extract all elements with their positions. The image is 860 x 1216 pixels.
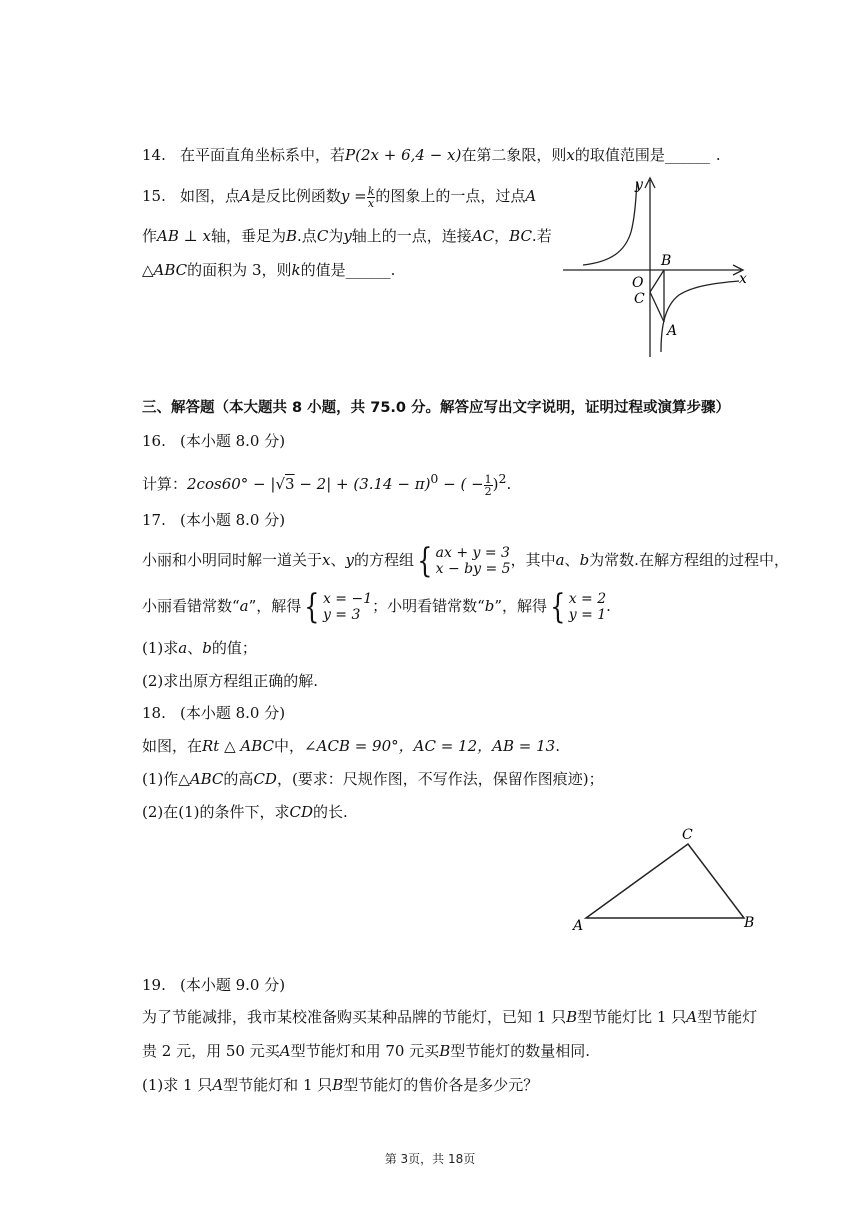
- math-var: B: [332, 1076, 344, 1094]
- text: 为了节能减排，我市某校准备购买某种品牌的节能灯，已知 1 只: [142, 1008, 567, 1026]
- math-var: CD: [289, 803, 314, 821]
- text: (1)求: [142, 639, 179, 657]
- brace: {: [304, 587, 320, 627]
- math-var: a: [178, 639, 188, 657]
- math-var: B: [566, 1008, 578, 1026]
- hyperbola-branch-lower: [661, 281, 739, 352]
- numerator: k: [367, 184, 375, 198]
- math-expr: − 2| + (3.14 − π): [294, 475, 431, 493]
- math-var: A: [686, 1008, 698, 1026]
- math-var: y: [343, 227, 352, 245]
- text: 的值；: [211, 639, 257, 657]
- math-expr: ∠ACB = 90°，AC = 12，AB = 13: [304, 737, 556, 755]
- sqrt-sign: √: [275, 475, 285, 493]
- text: 的面积为 3，则: [187, 261, 292, 279]
- text: .: [390, 261, 396, 279]
- score: (本小题 8.0 分): [180, 432, 286, 450]
- score: (本小题 9.0 分): [180, 976, 286, 994]
- math-var: ABC: [153, 261, 188, 279]
- question-18-header: [142, 702, 762, 724]
- text: 的取值范围是: [574, 146, 665, 164]
- hyperbola-branch-upper: [583, 182, 637, 265]
- text: 型节能灯和 1 只: [223, 1076, 333, 1094]
- math-var: x: [566, 146, 575, 164]
- math-var: CD: [253, 770, 277, 788]
- text: 如图，点: [180, 187, 241, 205]
- text: (1)作△: [142, 770, 190, 788]
- math-var: A: [212, 1076, 224, 1094]
- page-footer: 第 3页，共 18页: [384, 1152, 476, 1166]
- question-number: 17.: [142, 511, 166, 529]
- text: 计算：: [142, 475, 188, 493]
- text: 、: [187, 639, 203, 657]
- question-14: [142, 144, 762, 166]
- solution-x: x = −1: [322, 591, 373, 607]
- label-B: B: [661, 253, 672, 269]
- text: ”，解得: [494, 597, 548, 615]
- math-var: b: [579, 551, 590, 569]
- question-number: 15.: [142, 187, 166, 205]
- math-var: b: [202, 639, 212, 657]
- math-var: y: [345, 551, 354, 569]
- text: 是反比例函数: [250, 187, 341, 205]
- question-19-part-1: [142, 1074, 762, 1096]
- math-var: C: [316, 227, 329, 245]
- question-18-part-1: [142, 768, 762, 790]
- sqrt-value: 3: [285, 475, 295, 493]
- question-16-body: [142, 468, 762, 497]
- math-var: B: [439, 1042, 451, 1060]
- math-var: a: [555, 551, 565, 569]
- text: .: [555, 737, 560, 755]
- brace: {: [550, 587, 566, 627]
- math-var: B: [286, 227, 298, 245]
- math-expr: 2cos60° − |: [187, 475, 276, 493]
- text: .: [606, 597, 611, 615]
- solution-y: y = 3: [322, 607, 361, 623]
- label-A: A: [667, 323, 678, 339]
- math-var: b: [484, 597, 495, 615]
- text: ，: [494, 227, 510, 245]
- question-16-header: [142, 430, 762, 452]
- text: ”，解得: [248, 597, 302, 615]
- math-expr: Rt △ ABC: [202, 737, 275, 755]
- text: (1)求 1 只: [142, 1076, 213, 1094]
- solution-x: x = 2: [568, 591, 607, 607]
- text: 的图象上的一点，过点: [375, 187, 526, 205]
- answer-blank: ______: [345, 261, 391, 279]
- math-var: A: [240, 187, 251, 205]
- question-number: 19.: [142, 976, 166, 994]
- math-var: a: [239, 597, 249, 615]
- question-17-part-1: [142, 637, 762, 659]
- text: 型节能灯的数量相同.: [450, 1042, 590, 1060]
- score: (本小题 8.0 分): [180, 511, 286, 529]
- text: 小丽和小明同时解一道关于: [142, 551, 323, 569]
- text: 轴，垂足为: [210, 227, 286, 245]
- segment-AC: [650, 292, 664, 322]
- score: (本小题 8.0 分): [180, 704, 286, 722]
- question-number: 16.: [142, 432, 166, 450]
- math-var: ABC: [189, 770, 224, 788]
- solution-2: [547, 587, 607, 627]
- text: 型节能灯比 1 只: [577, 1008, 687, 1026]
- text: △: [142, 261, 154, 279]
- segment-BC: [650, 270, 664, 292]
- text: .: [715, 146, 721, 164]
- triangle-figure: [566, 820, 766, 940]
- text: 在第二象限，则: [461, 146, 567, 164]
- question-18-line-1: [142, 735, 762, 757]
- math-expr: − ( −: [438, 475, 484, 493]
- question-17-line-2: [142, 586, 762, 626]
- question-17-part-2: (2)求出原方程组正确的解.: [142, 672, 319, 690]
- math-var: k: [291, 261, 301, 279]
- text: 轴上的一点，连接: [351, 227, 472, 245]
- equation-2: x − by = 5: [435, 561, 511, 577]
- label-C: C: [634, 291, 645, 307]
- hyperbola-figure: [555, 172, 755, 362]
- math-expr: y =: [340, 187, 367, 205]
- text: 的值是: [300, 261, 346, 279]
- text: 型节能灯和用 70 元买: [290, 1042, 440, 1060]
- solution-y: y = 1: [568, 607, 607, 623]
- label-B: B: [744, 915, 755, 931]
- fraction: [484, 474, 493, 497]
- equation-1: ax + y = 3: [435, 545, 510, 561]
- text: 型节能灯: [697, 1008, 758, 1026]
- text: 如图，在: [142, 737, 203, 755]
- text: 、: [564, 551, 580, 569]
- text: 、: [330, 551, 346, 569]
- label-C: C: [682, 827, 693, 843]
- text: ，其中: [510, 551, 556, 569]
- label-O: O: [632, 275, 644, 291]
- text: 的方程组: [353, 551, 414, 569]
- math-var: x: [322, 551, 331, 569]
- text: 小丽看错常数“: [142, 597, 240, 615]
- math-var: AC: [471, 227, 495, 245]
- text: 的长.: [313, 803, 348, 821]
- question-number: 14.: [142, 146, 166, 164]
- question-number: 18.: [142, 704, 166, 722]
- text: .若: [531, 227, 552, 245]
- math-var: A: [279, 1042, 291, 1060]
- question-19-line-1: [142, 1006, 762, 1028]
- label-y: y: [635, 177, 643, 193]
- math-expr: P(2x + 6,4 − x): [345, 146, 462, 164]
- exponent: 0: [430, 471, 439, 486]
- denominator: x: [367, 196, 375, 210]
- text: .: [506, 475, 512, 493]
- question-19-line-2: [142, 1040, 762, 1062]
- math-expr: AB ⊥ x: [157, 227, 211, 245]
- denominator: 2: [484, 484, 492, 498]
- text: ，(要求：尺规作图，不写作法，保留作图痕迹)；: [276, 770, 604, 788]
- text: 的高: [223, 770, 254, 788]
- exponent: 2: [498, 471, 507, 486]
- brace: {: [417, 541, 433, 581]
- text: 作: [142, 227, 158, 245]
- label-x: x: [739, 271, 747, 287]
- question-19-header: [142, 974, 762, 996]
- text: 型节能灯的售价各是多少元？: [343, 1076, 539, 1094]
- text: 在平面直角坐标系中，若: [180, 146, 346, 164]
- numerator: 1: [484, 472, 492, 486]
- text: 贵 2 元，用 50 元买: [142, 1042, 280, 1060]
- question-17-header: [142, 509, 762, 531]
- text: (2)在(1)的条件下，求: [142, 803, 290, 821]
- math-var: BC: [509, 227, 532, 245]
- text: .点: [297, 227, 317, 245]
- math-var: A: [525, 187, 537, 205]
- triangle-ABC: [586, 844, 744, 918]
- answer-blank: ______: [664, 146, 710, 164]
- text: 为常数.在解方程组的过程中，: [589, 551, 789, 569]
- math-expr: ): [492, 475, 499, 493]
- question-17-line-1: [142, 540, 789, 581]
- text: 中，: [274, 737, 305, 755]
- equation-system: [414, 541, 511, 581]
- section-3-heading: 三、解答题（本大题共 8 小题，共 75.0 分。解答应写出文字说明，证明过程或演算步骤）: [142, 400, 731, 416]
- label-A: A: [573, 918, 584, 934]
- text: ；小明看错常数“: [372, 597, 485, 615]
- solution-1: [301, 587, 373, 627]
- text: 为: [328, 227, 344, 245]
